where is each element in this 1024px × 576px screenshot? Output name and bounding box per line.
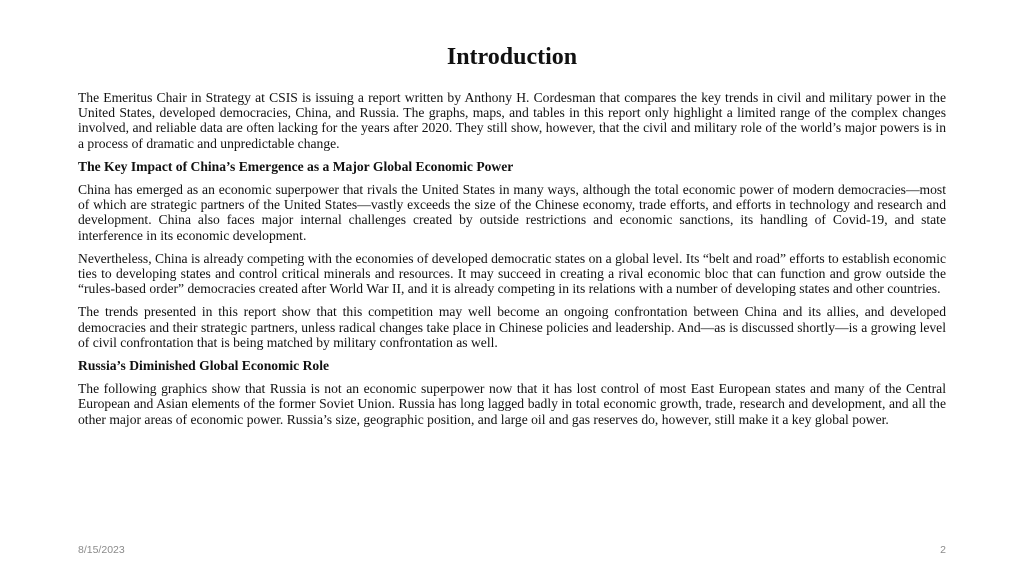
footer-date: 8/15/2023 — [78, 544, 125, 556]
slide-body — [78, 90, 946, 435]
section-heading-china: The Key Impact of China’s Emergence as a Major Global Economic Power — [78, 158, 514, 174]
russia-paragraph-1: The following graphics show that Russia is not an economic superpower now that it has lost control of most East European states and many of the Central European and Asian elements of the former Soviet Union. Russia has long lagged badly in total economic growth, trade, research and development, and all the other major areas of economic power. Russia’s size, geographic position, and large oil and gas reserves do, however, still make it a key global power. — [78, 381, 946, 427]
page-number: 2 — [940, 544, 946, 556]
section-heading-russia: Russia’s Diminished Global Economic Role — [78, 358, 330, 374]
china-paragraph-2: Nevertheless, China is already competing with the economies of developed democratic states on a global level. Its “belt and road” efforts to establish economic ties to developing states and control critical minerals and resources. It may succeed in creating a rival economic bloc that can function and grow outside the “rules-based order” democracies created after World War II, and it is already competing in its relations with a number of developing states and other countries. — [78, 250, 946, 297]
china-paragraph-3: The trends presented in this report show that this competition may well become an ongoing confrontation between China and its allies, and developed democracies and their strategic partners, unless radical changes take place in Chinese policies and leadership. And—as is discussed shortly—is a growing level of civil confrontation that is being matched by military confrontation as well. — [78, 304, 946, 350]
slide-title: Introduction — [446, 44, 578, 70]
china-paragraph-1: China has emerged as an economic superpower that rivals the United States in many ways, although the total economic power of modern democracies—most of which are strategic partners of the United States—vastly exceeds the size of the Chinese economy, trade efforts, and efforts in technology and research and development. China also faces major internal challenges created by outside restrictions and economic sanctions, its handling of Covid-19, and state interference in its economic development. — [78, 182, 946, 243]
intro-paragraph: The Emeritus Chair in Strategy at CSIS is issuing a report written by Anthony H. Cordesman that compares the key trends in civil and military power in the United States, developed democracies, China, and Russia. The graphs, maps, and tables in this report only highlight a limited range of the complex changes involved, and reliable data are often lacking for the years after 2020. They still show, however, that the civil and military role of the world’s major powers is in a process of dramatic and unpredictable change. — [78, 90, 946, 151]
